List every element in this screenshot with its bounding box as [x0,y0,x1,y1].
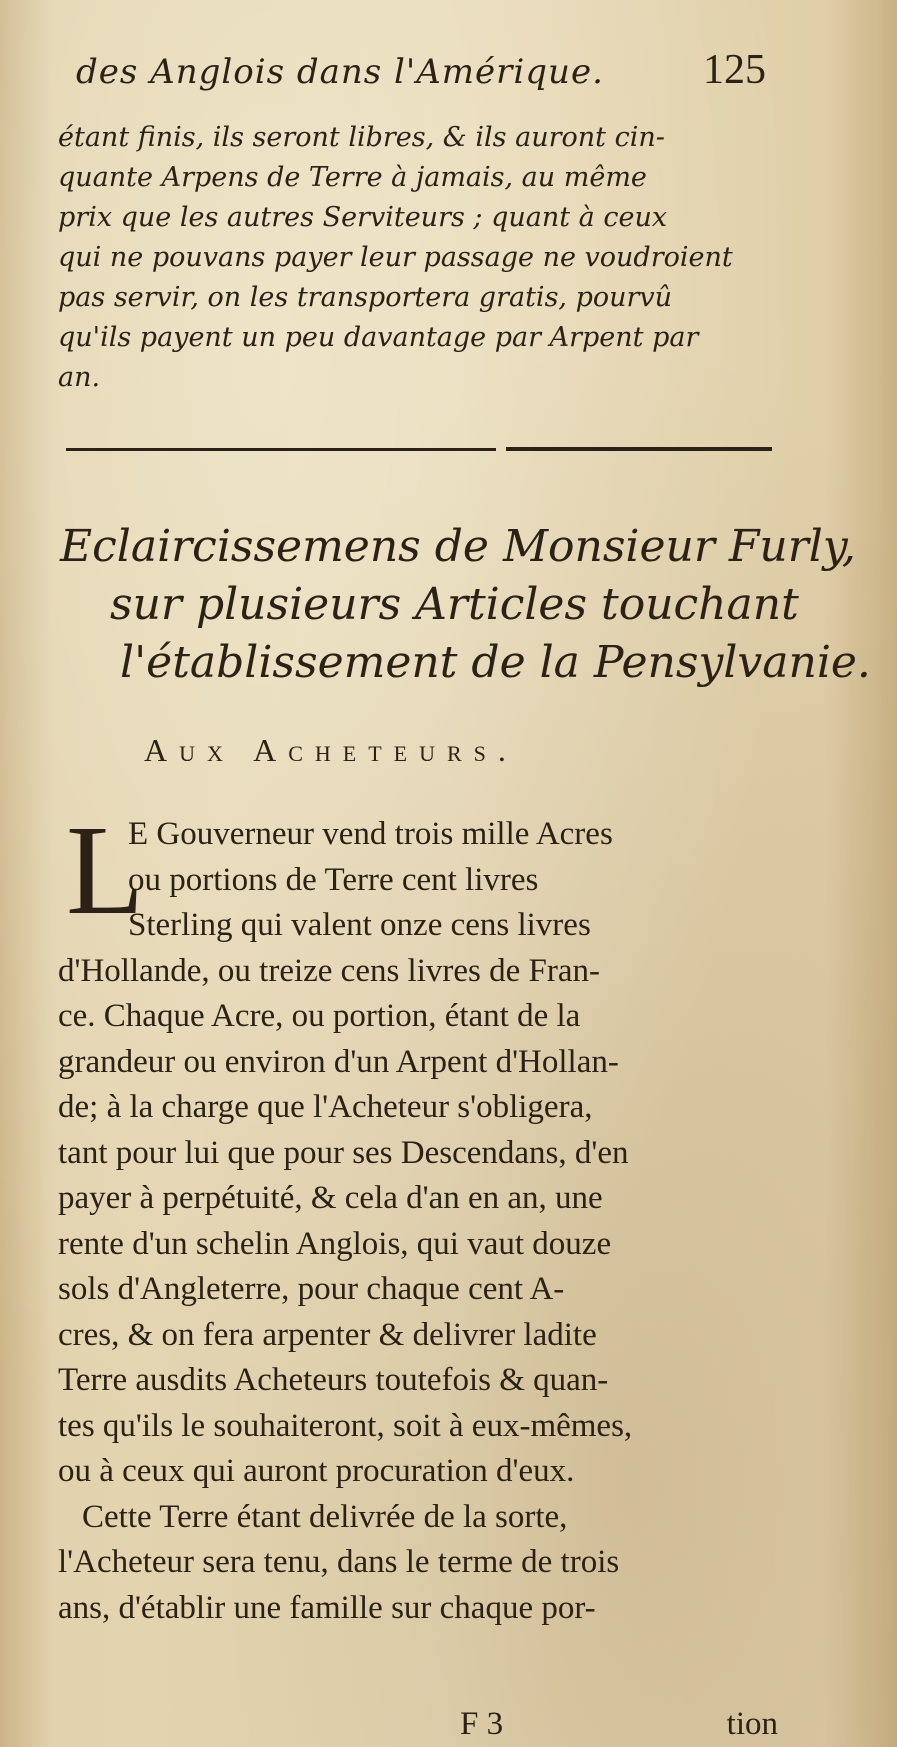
text-line: étant finis, ils seront libres, & ils auront cin- [58,122,665,153]
text-line: payer à perpétuité, & cela d'an en an, une [58,1180,603,1216]
page-footer [58,1706,778,1747]
page-content [58,44,871,1742]
rule-segment-left [66,448,496,451]
text-line: ou portions de Terre cent livres [128,861,539,898]
text-line: Sterling qui valent onze cens livres [128,907,591,943]
section-title-line: Eclaircissemens de Monsieur Furly, [60,521,856,572]
text-line: ce. Chaque Acre, ou portion, étant de la [58,998,581,1034]
text-line: d'Hollande, ou treize cens livres de Fran- [58,952,601,989]
running-header [58,44,766,124]
continuation-paragraph [58,118,758,398]
text-line: de; à la charge que l'Acheteur s'obligera, [58,1089,593,1125]
text-line: qui ne pouvans payer leur passage ne voudroient [58,242,733,273]
text-line: l'Acheteur sera tenu, dans le terme de trois [58,1544,620,1580]
section-title-line: l'établissement de la Pensylvanie. [120,637,871,688]
section-title [58,518,871,692]
subheading: Aux Acheteurs. [144,732,518,768]
text-line: tes qu'ils le souhaiteront, soit à eux-mêmes, [58,1407,633,1444]
text-line: cres, & on fera arpenter & delivrer ladite [58,1316,597,1353]
text-line: E Gouverneur vend trois mille Acres [128,816,613,852]
text-line: Terre ausdits Acheteurs toutefois & quan- [58,1362,609,1398]
text-line: an. [58,362,101,393]
text-line: pas servir, on les transportera gratis, pourvû [58,282,673,313]
section-title-line: sur plusieurs Articles touchant [110,579,799,630]
running-title: des Anglois dans l'Amérique. [76,52,604,92]
drop-cap: L [66,799,145,941]
catchword: tion [726,1706,778,1742]
text-line: rente d'un schelin Anglois, qui vaut douze [58,1225,612,1262]
main-paragraph [58,799,778,1631]
text-line: quante Arpens de Terre à jamais, au même [58,162,647,193]
page-number: 125 [703,47,766,93]
text-line: qu'ils payent un peu davantage par Arpent par [58,322,699,353]
text-line: tant pour lui que pour ses Descendans, d'en [58,1134,629,1171]
text-line: grandeur ou environ d'un Arpent d'Hollan- [58,1043,619,1080]
text-line: sols d'Angleterre, pour chaque cent A- [58,1271,565,1307]
text-line: ou à ceux qui auront procuration d'eux. [58,1453,575,1489]
text-line: Cette Terre étant delivrée de la sorte, [82,1498,568,1535]
rule-segment-right [506,447,772,451]
section-rule [66,446,772,454]
text-line: ans, d'établir une famille sur chaque por- [58,1589,596,1626]
signature-mark: F 3 [460,1706,504,1742]
text-line: prix que les autres Serviteurs ; quant à ceux [58,202,668,233]
